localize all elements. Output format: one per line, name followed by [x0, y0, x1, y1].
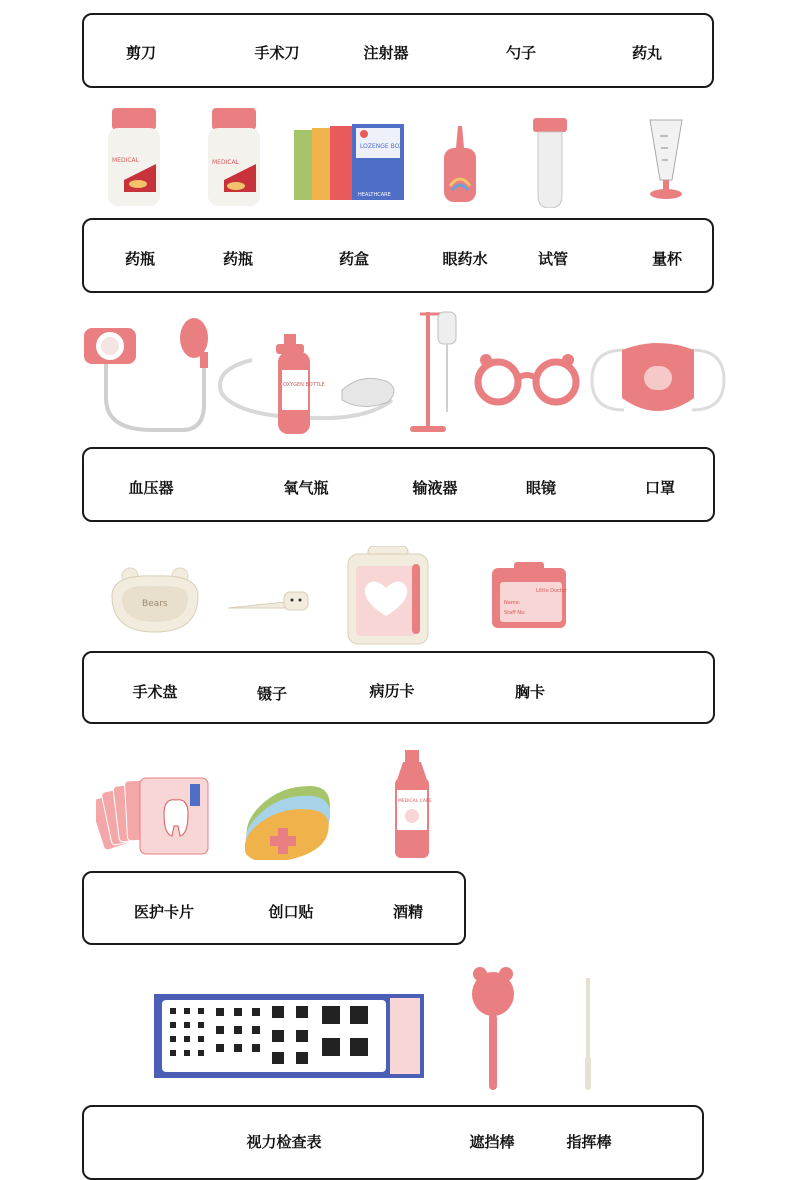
label-eye-chart: 视力检查表	[246, 1133, 322, 1151]
badge-title-text: Little Doctor	[536, 588, 567, 594]
label-test-tube: 试管	[537, 250, 569, 268]
face-mask-image	[588, 340, 728, 420]
label-name-badge: 胸卡	[514, 683, 546, 701]
label-box-row-1	[82, 13, 714, 88]
label-tweezers: 镊子	[256, 685, 288, 703]
alcohol-bottle-text: MEDICAL CARE	[398, 799, 432, 804]
label-pointer-stick: 指挥棒	[566, 1133, 612, 1151]
eye-chart-image	[154, 994, 424, 1078]
pill-box-text: LOZENGE BOX	[360, 143, 404, 150]
label-oxygen-bottle: 氧气瓶	[283, 479, 329, 497]
svg-text:MEDICAL: MEDICAL	[212, 159, 239, 166]
label-eye-drops: 眼药水	[442, 250, 488, 268]
test-tube-image	[533, 118, 567, 208]
medical-record-card-image	[346, 546, 430, 646]
measuring-cup-image	[646, 118, 686, 200]
label-face-mask: 口罩	[644, 479, 676, 497]
label-pills: 药丸	[631, 44, 663, 62]
bottle-label-text: MEDICAL	[112, 157, 139, 164]
label-blood-pressure-monitor: 血压器	[128, 479, 174, 497]
label-box-row-2	[82, 218, 714, 293]
medicine-bottle-image	[106, 108, 162, 208]
svg-text:HEALTHCARE: HEALTHCARE	[358, 192, 391, 198]
oxygen-bottle-image	[212, 330, 412, 436]
eye-drops-image	[442, 126, 478, 204]
surgical-tray-image	[108, 566, 202, 636]
label-band-aid: 创口贴	[268, 903, 314, 921]
label-medical-record-card: 病历卡	[369, 682, 415, 700]
badge-staff-text: Staff No:	[504, 610, 526, 616]
label-box-row-3	[82, 447, 715, 522]
medicine-bottle-image-2	[206, 108, 262, 208]
pill-box-image	[294, 124, 406, 204]
label-syringe: 注射器	[363, 44, 409, 62]
label-iv-drip: 输液器	[412, 479, 458, 497]
glasses-image	[472, 348, 582, 410]
medical-cards-image	[96, 774, 212, 860]
tray-text: Bears	[142, 599, 168, 609]
label-box-row-6	[82, 1105, 704, 1180]
label-scalpel: 手术刀	[254, 44, 300, 62]
label-surgical-tray: 手术盘	[132, 683, 178, 701]
label-occluder: 遮挡棒	[469, 1133, 515, 1151]
label-alcohol: 酒精	[392, 903, 424, 921]
occluder-image	[470, 966, 516, 1092]
badge-name-text: Name:	[504, 600, 521, 606]
label-glasses: 眼镜	[525, 479, 557, 497]
alcohol-bottle-image	[391, 750, 433, 860]
band-aid-image	[240, 776, 332, 860]
iv-drip-image	[408, 308, 464, 434]
pointer-stick-image	[582, 978, 594, 1092]
label-measuring-cup: 量杯	[651, 250, 683, 268]
oxygen-bottle-text: OXYGEN BOTTLE	[283, 382, 325, 388]
label-medical-cards: 医护卡片	[133, 903, 195, 921]
name-badge-image	[490, 562, 568, 630]
label-medicine-bottle-2: 药瓶	[222, 250, 254, 268]
label-box-row-4	[82, 651, 715, 724]
label-scissors: 剪刀	[125, 44, 157, 62]
label-pill-box: 药盒	[338, 250, 370, 268]
tweezers-image	[226, 588, 310, 614]
label-medicine-bottle: 药瓶	[124, 250, 156, 268]
label-box-row-5	[82, 871, 466, 945]
label-spoon: 勺子	[505, 44, 537, 62]
